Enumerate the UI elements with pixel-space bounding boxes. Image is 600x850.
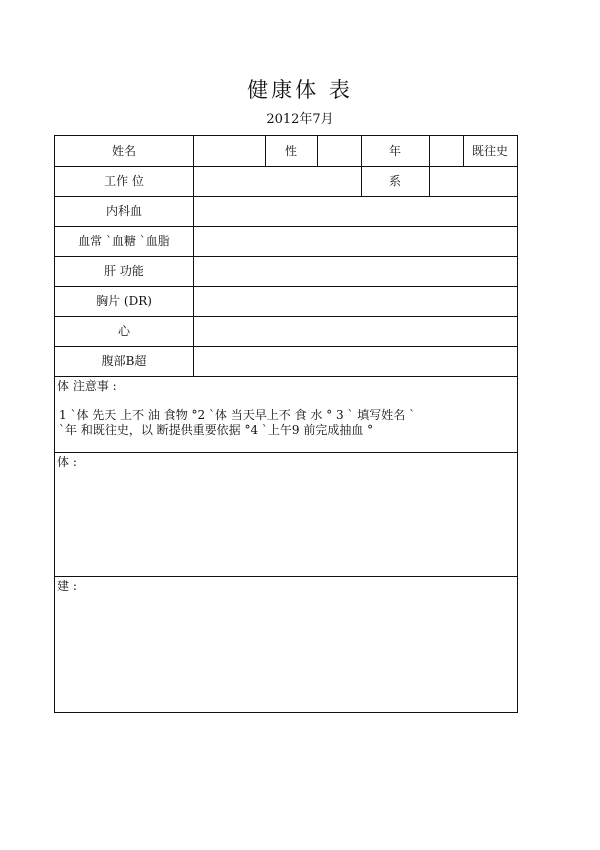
age-label: 年 [388, 144, 401, 158]
row-divider [55, 376, 517, 377]
liver-function-label: 肝 功能 [104, 264, 144, 278]
work-unit-label: 工作 位 [104, 174, 144, 188]
contact-label: 系 [388, 174, 401, 188]
notice-line: 1 `体 先天 上不 油 食物 °2 `体 当天早上不 食 水 ° 3 ` 填写姓名 ` [59, 408, 416, 422]
summary-label: 体 : [57, 455, 77, 469]
page-title: 健康体 表 [247, 78, 353, 102]
health-form [54, 135, 518, 713]
gender-label: 性 [284, 144, 297, 158]
form-date: 2012年7月 [266, 112, 334, 127]
internal-medicine-label: 内科血 [105, 204, 142, 218]
notice-text [59, 408, 511, 438]
notice-title: 体 注意事 : [57, 379, 117, 393]
ecg-label: 心 [117, 324, 130, 338]
medical-history-label: 既往史 [471, 144, 508, 158]
section-divider [55, 452, 517, 453]
name-label: 姓名 [111, 144, 136, 158]
chest-xray-label: 胸片 (DR) [96, 294, 152, 308]
label-column-divider [193, 136, 194, 376]
notice-line: `年 和既往史，以 断提供重要依据 °4 `上午9 前完成抽血 ° [59, 423, 374, 437]
advice-label: 建 : [57, 579, 77, 593]
section-divider [55, 576, 517, 577]
column-divider [317, 136, 318, 166]
abdominal-ultrasound-label: 腹部B超 [101, 354, 147, 368]
column-divider [429, 136, 430, 196]
blood-tests-label: 血常 `血糖 `血脂 [78, 234, 170, 248]
